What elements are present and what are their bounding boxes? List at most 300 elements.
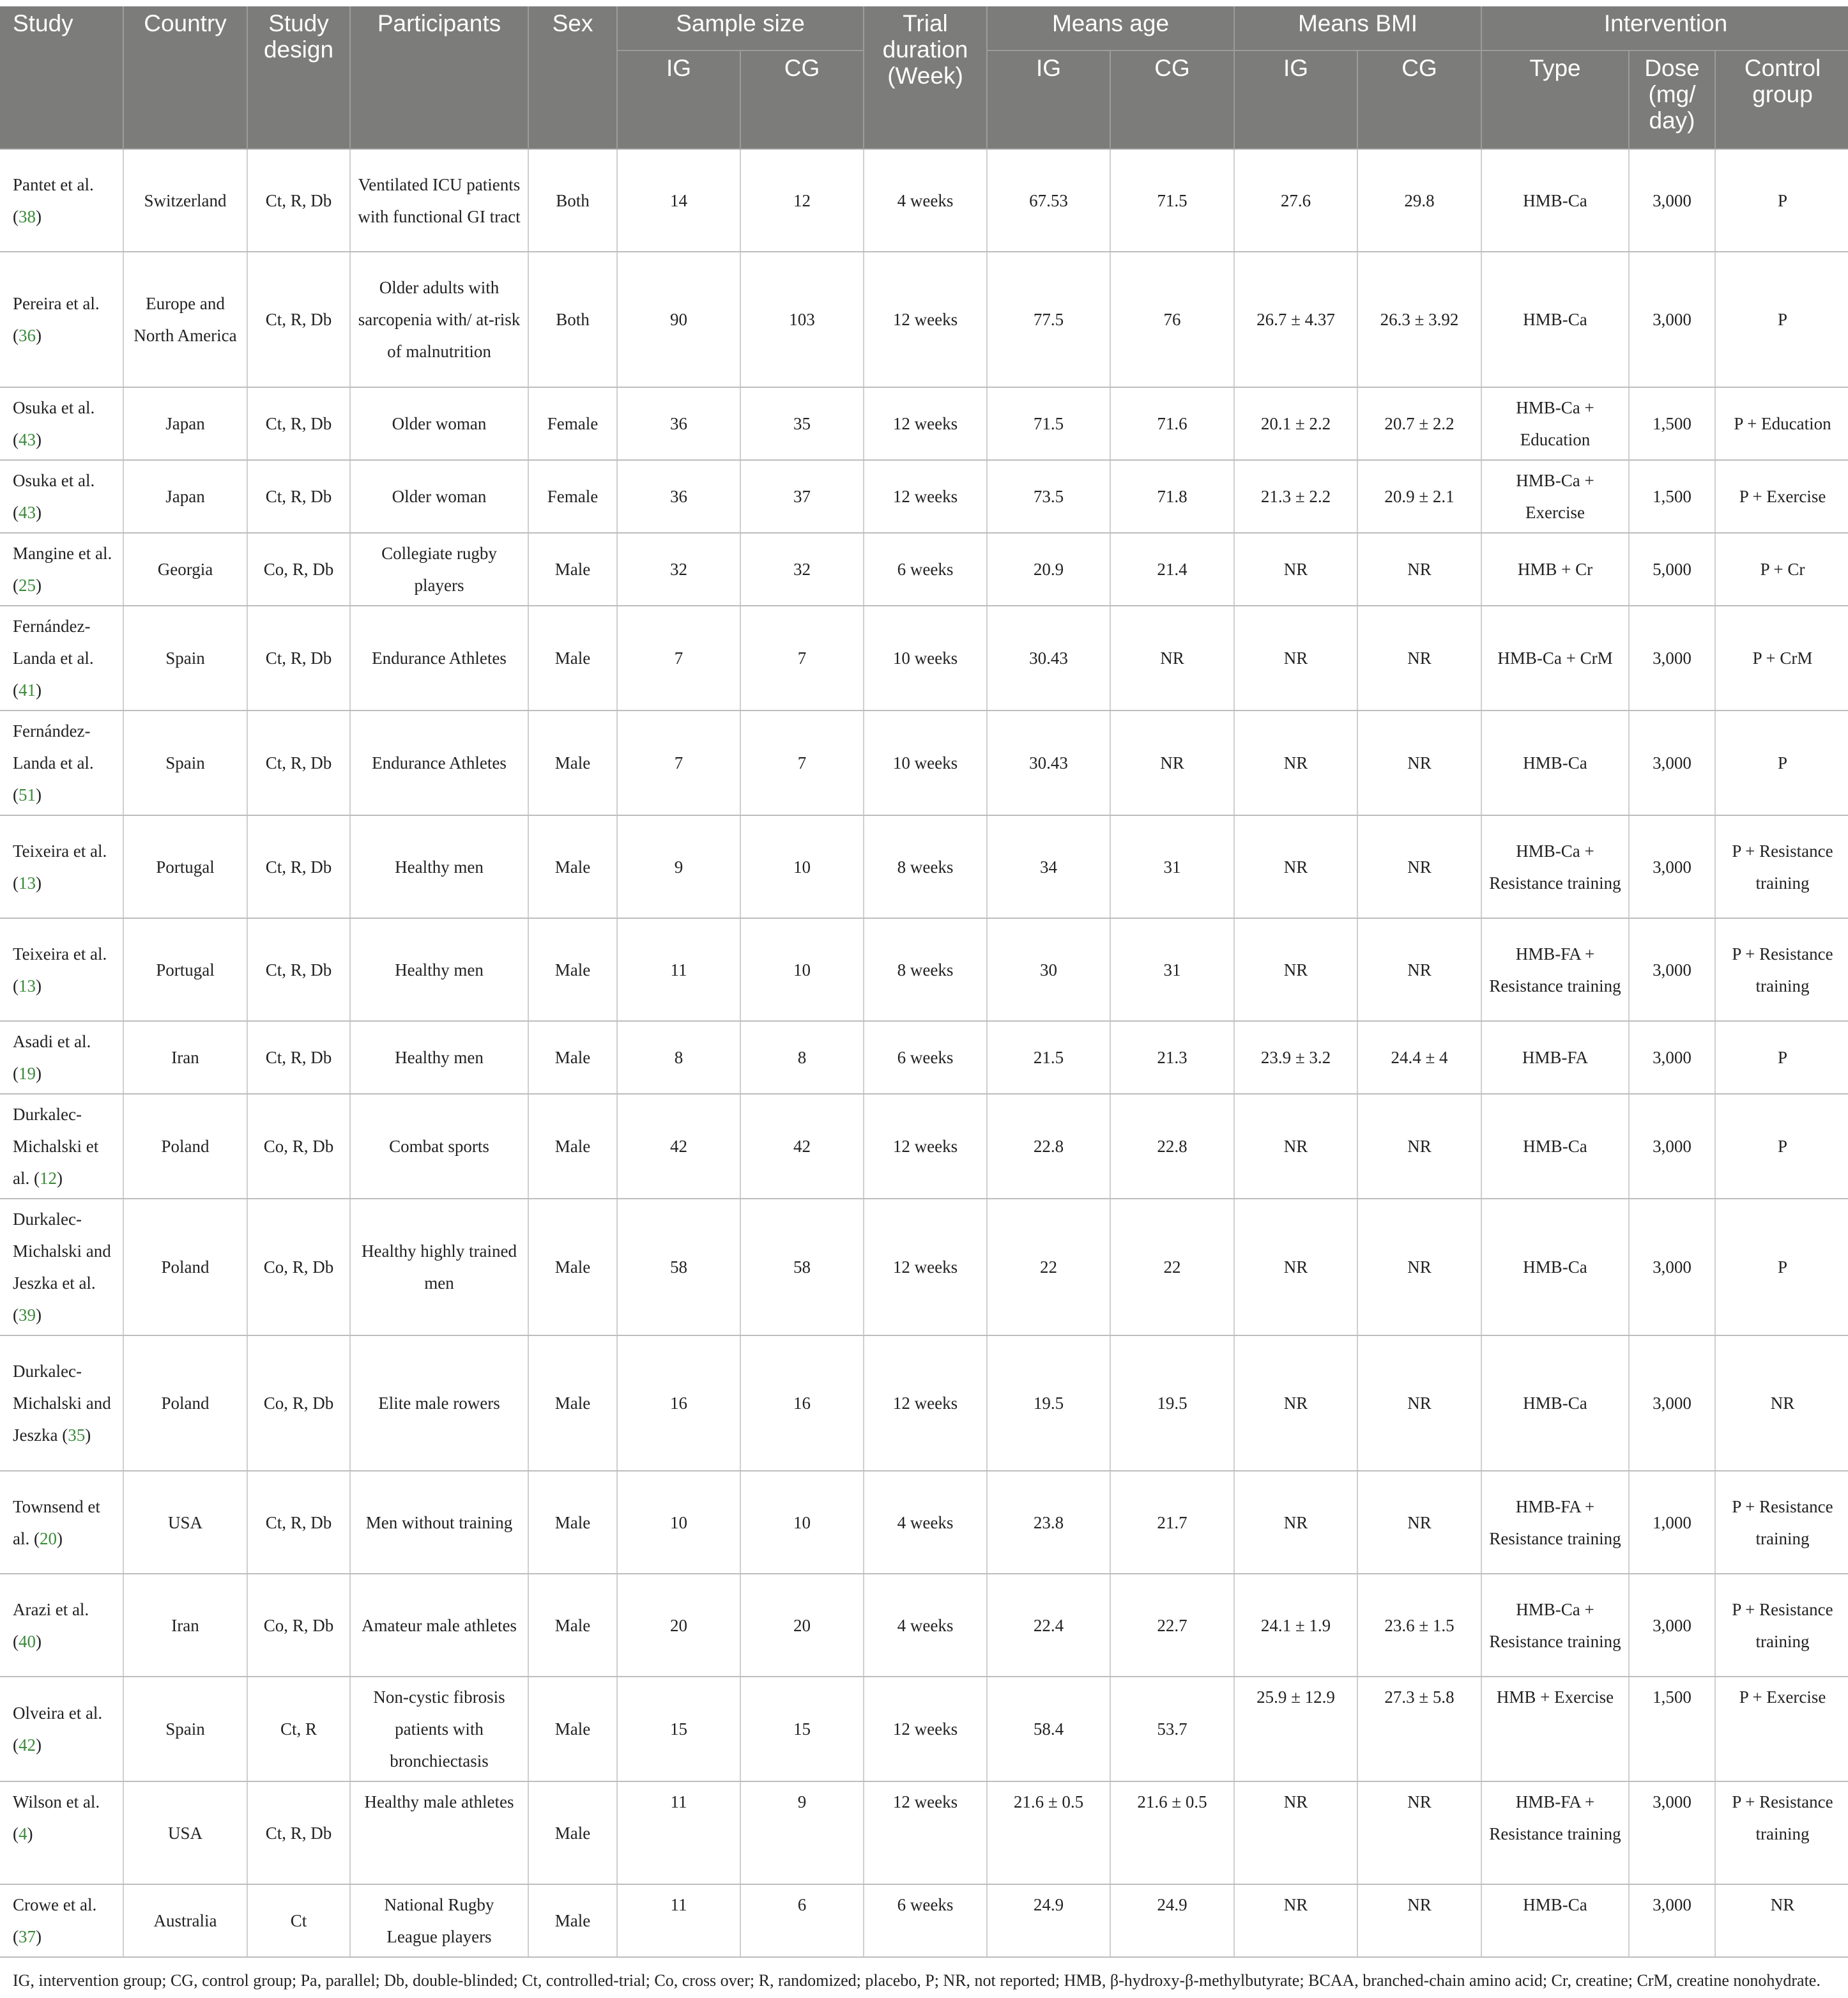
cell-participants: Elite male rowers xyxy=(350,1335,528,1471)
cell-age-ig: 71.5 xyxy=(987,387,1110,460)
cell-type: HMB-Ca + Exercise xyxy=(1481,460,1629,533)
cell-duration: 12 weeks xyxy=(864,387,987,460)
cell-dose: 3,000 xyxy=(1629,1781,1715,1884)
table-row xyxy=(0,1781,1848,1884)
cell-bmi-ig: NR xyxy=(1234,711,1357,815)
cell-n-cg: 42 xyxy=(740,1094,864,1199)
cell-bmi-ig: 21.3 ± 2.2 xyxy=(1234,460,1357,533)
cell-study: Durkalec-Michalski and Jeszka et al. (39) xyxy=(0,1199,123,1335)
cell-age-cg: 31 xyxy=(1110,815,1234,918)
cell-duration: 12 weeks xyxy=(864,1677,987,1781)
cell-n-ig: 10 xyxy=(617,1471,740,1574)
cell-sex: Male xyxy=(528,711,617,815)
cell-n-cg: 20 xyxy=(740,1574,864,1677)
cell-n-ig: 20 xyxy=(617,1574,740,1677)
cell-country: Spain xyxy=(123,1677,247,1781)
cell-sex: Both xyxy=(528,149,617,252)
cell-age-ig: 21.6 ± 0.5 xyxy=(987,1781,1110,1884)
cell-dose: 3,000 xyxy=(1629,1094,1715,1199)
cell-n-ig: 7 xyxy=(617,711,740,815)
cell-bmi-ig: NR xyxy=(1234,815,1357,918)
study-author: Wilson et al. xyxy=(13,1792,100,1811)
cell-n-cg: 32 xyxy=(740,533,864,606)
table-body xyxy=(0,149,1848,1957)
cell-n-cg: 9 xyxy=(740,1781,864,1884)
cell-study: Olveira et al. (42) xyxy=(0,1677,123,1781)
cell-study: Pereira et al. (36) xyxy=(0,252,123,387)
cell-age-cg: 21.3 xyxy=(1110,1021,1234,1094)
reference-link[interactable]: 13 xyxy=(19,873,36,893)
table-row xyxy=(0,252,1848,387)
cell-control: P xyxy=(1715,252,1848,387)
cell-n-ig: 42 xyxy=(617,1094,740,1199)
cell-n-ig: 14 xyxy=(617,149,740,252)
cell-n-cg: 12 xyxy=(740,149,864,252)
cell-sex: Male xyxy=(528,918,617,1021)
header-study: Study xyxy=(0,6,123,149)
cell-dose: 1,500 xyxy=(1629,387,1715,460)
table-row xyxy=(0,1335,1848,1471)
header-means-age: Means age xyxy=(987,6,1234,50)
cell-age-cg: 22.7 xyxy=(1110,1574,1234,1677)
study-author: Fernández-Landa et al. xyxy=(13,721,94,772)
cell-age-cg: 53.7 xyxy=(1110,1677,1234,1781)
reference-link[interactable]: 20 xyxy=(40,1528,57,1548)
cell-duration: 10 weeks xyxy=(864,606,987,711)
cell-type: HMB-Ca xyxy=(1481,1884,1629,1957)
cell-design: Co, R, Db xyxy=(247,1574,350,1677)
cell-country: Portugal xyxy=(123,918,247,1021)
reference-link[interactable]: 25 xyxy=(19,576,36,595)
cell-duration: 4 weeks xyxy=(864,1471,987,1574)
cell-participants: Endurance Athletes xyxy=(350,606,528,711)
cell-age-ig: 23.8 xyxy=(987,1471,1110,1574)
cell-design: Ct, R, Db xyxy=(247,815,350,918)
cell-participants: National Rugby League players xyxy=(350,1884,528,1957)
cell-duration: 6 weeks xyxy=(864,1021,987,1094)
cell-bmi-cg: NR xyxy=(1357,533,1481,606)
cell-n-ig: 36 xyxy=(617,460,740,533)
reference-link[interactable]: 40 xyxy=(19,1631,36,1651)
cell-sex: Male xyxy=(528,606,617,711)
cell-participants: Amateur male athletes xyxy=(350,1574,528,1677)
cell-duration: 8 weeks xyxy=(864,918,987,1021)
cell-country: USA xyxy=(123,1781,247,1884)
cell-bmi-cg: NR xyxy=(1357,1781,1481,1884)
cell-age-ig: 30.43 xyxy=(987,606,1110,711)
cell-n-cg: 37 xyxy=(740,460,864,533)
table-row xyxy=(0,1021,1848,1094)
cell-study: Fernández-Landa et al. (51) xyxy=(0,711,123,815)
header-sex: Sex xyxy=(528,6,617,149)
cell-type: HMB-Ca + Resistance training xyxy=(1481,815,1629,918)
reference-link[interactable]: 19 xyxy=(19,1064,36,1083)
reference-link[interactable]: 39 xyxy=(19,1305,36,1325)
cell-participants: Healthy men xyxy=(350,815,528,918)
cell-age-cg: 22 xyxy=(1110,1199,1234,1335)
cell-age-cg: 21.4 xyxy=(1110,533,1234,606)
reference-link[interactable]: 12 xyxy=(40,1169,57,1188)
cell-duration: 4 weeks xyxy=(864,1574,987,1677)
header-intervention-type: Type xyxy=(1481,50,1629,149)
cell-participants: Ventilated ICU patients with functional GI tract xyxy=(350,149,528,252)
cell-dose: 3,000 xyxy=(1629,606,1715,711)
cell-n-cg: 15 xyxy=(740,1677,864,1781)
cell-design: Ct, R, Db xyxy=(247,1021,350,1094)
cell-sex: Male xyxy=(528,1471,617,1574)
cell-control: P + Resistance training xyxy=(1715,918,1848,1021)
cell-duration: 12 weeks xyxy=(864,1094,987,1199)
cell-age-ig: 24.9 xyxy=(987,1884,1110,1957)
reference-link[interactable]: 38 xyxy=(19,206,36,226)
cell-type: HMB-Ca xyxy=(1481,711,1629,815)
cell-n-cg: 35 xyxy=(740,387,864,460)
cell-duration: 6 weeks xyxy=(864,1884,987,1957)
cell-bmi-ig: NR xyxy=(1234,1781,1357,1884)
cell-n-cg: 6 xyxy=(740,1884,864,1957)
cell-type: HMB + Exercise xyxy=(1481,1677,1629,1781)
cell-bmi-ig: NR xyxy=(1234,606,1357,711)
cell-duration: 12 weeks xyxy=(864,252,987,387)
cell-type: HMB-Ca + Education xyxy=(1481,387,1629,460)
cell-participants: Healthy male athletes xyxy=(350,1781,528,1884)
cell-bmi-cg: 27.3 ± 5.8 xyxy=(1357,1677,1481,1781)
study-author: Durkalec-Michalski and Jeszka xyxy=(13,1362,111,1445)
cell-country: Poland xyxy=(123,1199,247,1335)
cell-study: Wilson et al. (4) xyxy=(0,1781,123,1884)
header-sample-cg: CG xyxy=(740,50,864,149)
cell-n-ig: 9 xyxy=(617,815,740,918)
cell-design: Co, R, Db xyxy=(247,1199,350,1335)
cell-type: HMB-Ca + Resistance training xyxy=(1481,1574,1629,1677)
cell-design: Ct, R, Db xyxy=(247,1781,350,1884)
cell-age-ig: 34 xyxy=(987,815,1110,918)
header-sample-ig: IG xyxy=(617,50,740,149)
cell-duration: 12 weeks xyxy=(864,460,987,533)
cell-study: Mangine et al. (25) xyxy=(0,533,123,606)
study-author: Pantet et al. xyxy=(13,174,94,194)
cell-sex: Female xyxy=(528,460,617,533)
cell-age-cg: NR xyxy=(1110,711,1234,815)
cell-bmi-ig: NR xyxy=(1234,1199,1357,1335)
reference-link[interactable]: 13 xyxy=(19,976,36,995)
cell-control: P + Education xyxy=(1715,387,1848,460)
reference-link[interactable]: 41 xyxy=(19,680,36,700)
table-row xyxy=(0,711,1848,815)
cell-study: Arazi et al. (40) xyxy=(0,1574,123,1677)
cell-age-cg: 22.8 xyxy=(1110,1094,1234,1199)
cell-bmi-cg: NR xyxy=(1357,711,1481,815)
study-author: Asadi et al. xyxy=(13,1032,91,1051)
cell-bmi-cg: NR xyxy=(1357,815,1481,918)
cell-age-ig: 22 xyxy=(987,1199,1110,1335)
cell-type: HMB-Ca xyxy=(1481,1199,1629,1335)
study-author: Mangine et al. xyxy=(13,544,112,563)
cell-age-ig: 22.4 xyxy=(987,1574,1110,1677)
reference-link[interactable]: 43 xyxy=(19,503,36,522)
study-characteristics-table xyxy=(0,6,1848,1958)
cell-n-cg: 103 xyxy=(740,252,864,387)
cell-age-ig: 30 xyxy=(987,918,1110,1021)
table-row xyxy=(0,815,1848,918)
cell-control: P xyxy=(1715,149,1848,252)
cell-bmi-cg: 23.6 ± 1.5 xyxy=(1357,1574,1481,1677)
reference-link[interactable]: 36 xyxy=(19,326,36,345)
cell-study: Teixeira et al. (13) xyxy=(0,918,123,1021)
cell-participants: Older woman xyxy=(350,460,528,533)
cell-country: Poland xyxy=(123,1094,247,1199)
cell-participants: Combat sports xyxy=(350,1094,528,1199)
cell-control: NR xyxy=(1715,1335,1848,1471)
header-dose: Dose (mg/ day) xyxy=(1629,50,1715,149)
cell-bmi-cg: 20.7 ± 2.2 xyxy=(1357,387,1481,460)
header-bmi-cg: CG xyxy=(1357,50,1481,149)
cell-study: Crowe et al. (37) xyxy=(0,1884,123,1957)
cell-country: Europe and North America xyxy=(123,252,247,387)
cell-control: P + Cr xyxy=(1715,533,1848,606)
cell-study: Osuka et al. (43) xyxy=(0,387,123,460)
header-age-ig: IG xyxy=(987,50,1110,149)
cell-bmi-cg: 24.4 ± 4 xyxy=(1357,1021,1481,1094)
cell-sex: Male xyxy=(528,1094,617,1199)
cell-dose: 3,000 xyxy=(1629,711,1715,815)
cell-type: HMB-Ca xyxy=(1481,252,1629,387)
cell-n-cg: 58 xyxy=(740,1199,864,1335)
cell-n-cg: 10 xyxy=(740,815,864,918)
cell-bmi-cg: 20.9 ± 2.1 xyxy=(1357,460,1481,533)
table-row xyxy=(0,606,1848,711)
cell-design: Ct, R, Db xyxy=(247,711,350,815)
cell-bmi-ig: 25.9 ± 12.9 xyxy=(1234,1677,1357,1781)
cell-design: Co, R, Db xyxy=(247,1335,350,1471)
cell-participants: Older adults with sarcopenia with/ at-risk of malnutrition xyxy=(350,252,528,387)
cell-control: P + CrM xyxy=(1715,606,1848,711)
cell-country: Japan xyxy=(123,387,247,460)
reference-link[interactable]: 42 xyxy=(19,1735,36,1755)
cell-bmi-cg: 26.3 ± 3.92 xyxy=(1357,252,1481,387)
table-row xyxy=(0,1574,1848,1677)
cell-dose: 3,000 xyxy=(1629,252,1715,387)
cell-duration: 12 weeks xyxy=(864,1199,987,1335)
cell-bmi-ig: 27.6 xyxy=(1234,149,1357,252)
cell-n-ig: 90 xyxy=(617,252,740,387)
cell-design: Ct, R, Db xyxy=(247,387,350,460)
cell-control: P xyxy=(1715,1199,1848,1335)
cell-n-ig: 32 xyxy=(617,533,740,606)
table-row xyxy=(0,1094,1848,1199)
cell-n-ig: 11 xyxy=(617,1884,740,1957)
cell-n-ig: 16 xyxy=(617,1335,740,1471)
cell-design: Ct, R, Db xyxy=(247,252,350,387)
cell-bmi-ig: NR xyxy=(1234,918,1357,1021)
cell-age-ig: 22.8 xyxy=(987,1094,1110,1199)
cell-bmi-cg: NR xyxy=(1357,1199,1481,1335)
cell-age-ig: 67.53 xyxy=(987,149,1110,252)
study-author: Olveira et al. xyxy=(13,1703,103,1723)
cell-age-cg: 71.8 xyxy=(1110,460,1234,533)
header-means-bmi: Means BMI xyxy=(1234,6,1481,50)
table-row xyxy=(0,1471,1848,1574)
cell-n-cg: 7 xyxy=(740,606,864,711)
header-study-design: Study design xyxy=(247,6,350,149)
cell-bmi-cg: NR xyxy=(1357,1094,1481,1199)
cell-n-cg: 10 xyxy=(740,918,864,1021)
cell-study: Osuka et al. (43) xyxy=(0,460,123,533)
cell-participants: Men without training xyxy=(350,1471,528,1574)
cell-country: Iran xyxy=(123,1021,247,1094)
cell-type: HMB-FA + Resistance training xyxy=(1481,918,1629,1021)
cell-type: HMB-Ca + CrM xyxy=(1481,606,1629,711)
cell-control: P + Resistance training xyxy=(1715,1471,1848,1574)
study-author: Fernández-Landa et al. xyxy=(13,617,94,668)
cell-control: P + Resistance training xyxy=(1715,1781,1848,1884)
cell-n-ig: 36 xyxy=(617,387,740,460)
cell-dose: 3,000 xyxy=(1629,149,1715,252)
table-row xyxy=(0,1199,1848,1335)
cell-n-cg: 16 xyxy=(740,1335,864,1471)
cell-n-ig: 11 xyxy=(617,918,740,1021)
cell-bmi-ig: NR xyxy=(1234,1471,1357,1574)
cell-country: Japan xyxy=(123,460,247,533)
cell-n-ig: 11 xyxy=(617,1781,740,1884)
header-sample-size: Sample size xyxy=(617,6,864,50)
reference-link[interactable]: 4 xyxy=(19,1824,27,1843)
cell-dose: 1,500 xyxy=(1629,460,1715,533)
cell-age-cg: 21.6 ± 0.5 xyxy=(1110,1781,1234,1884)
cell-country: Portugal xyxy=(123,815,247,918)
table-row xyxy=(0,1677,1848,1781)
cell-study: Townsend et al. (20) xyxy=(0,1471,123,1574)
cell-bmi-ig: 26.7 ± 4.37 xyxy=(1234,252,1357,387)
study-author: Crowe et al. xyxy=(13,1895,97,1914)
cell-duration: 10 weeks xyxy=(864,711,987,815)
cell-age-ig: 20.9 xyxy=(987,533,1110,606)
cell-sex: Male xyxy=(528,1574,617,1677)
cell-control: P + Exercise xyxy=(1715,460,1848,533)
cell-sex: Male xyxy=(528,1335,617,1471)
cell-duration: 4 weeks xyxy=(864,149,987,252)
cell-study: Durkalec-Michalski and Jeszka (35) xyxy=(0,1335,123,1471)
cell-design: Ct, R xyxy=(247,1677,350,1781)
cell-dose: 5,000 xyxy=(1629,533,1715,606)
cell-study: Asadi et al. (19) xyxy=(0,1021,123,1094)
cell-bmi-cg: NR xyxy=(1357,606,1481,711)
reference-link[interactable]: 35 xyxy=(68,1425,86,1445)
cell-design: Ct, R, Db xyxy=(247,606,350,711)
cell-n-ig: 15 xyxy=(617,1677,740,1781)
reference-link[interactable]: 37 xyxy=(19,1927,36,1946)
cell-type: HMB + Cr xyxy=(1481,533,1629,606)
cell-type: HMB-FA + Resistance training xyxy=(1481,1471,1629,1574)
cell-study: Teixeira et al. (13) xyxy=(0,815,123,918)
cell-participants: Non-cystic fibrosis patients with bronchiectasis xyxy=(350,1677,528,1781)
cell-country: Iran xyxy=(123,1574,247,1677)
cell-bmi-ig: 24.1 ± 1.9 xyxy=(1234,1574,1357,1677)
study-author: Townsend et al. xyxy=(13,1496,100,1548)
cell-sex: Male xyxy=(528,533,617,606)
cell-country: Spain xyxy=(123,711,247,815)
cell-country: Switzerland xyxy=(123,149,247,252)
cell-study: Durkalec-Michalski et al. (12) xyxy=(0,1094,123,1199)
cell-country: Poland xyxy=(123,1335,247,1471)
cell-dose: 3,000 xyxy=(1629,815,1715,918)
cell-country: Georgia xyxy=(123,533,247,606)
cell-dose: 3,000 xyxy=(1629,1021,1715,1094)
cell-control: P + Resistance training xyxy=(1715,1574,1848,1677)
cell-dose: 3,000 xyxy=(1629,1199,1715,1335)
cell-bmi-ig: 20.1 ± 2.2 xyxy=(1234,387,1357,460)
reference-link[interactable]: 43 xyxy=(19,430,36,449)
cell-control: P xyxy=(1715,711,1848,815)
table-row xyxy=(0,460,1848,533)
header-age-cg: CG xyxy=(1110,50,1234,149)
cell-sex: Both xyxy=(528,252,617,387)
cell-design: Ct, R, Db xyxy=(247,149,350,252)
cell-participants: Endurance Athletes xyxy=(350,711,528,815)
cell-sex: Male xyxy=(528,1884,617,1957)
cell-duration: 6 weeks xyxy=(864,533,987,606)
cell-bmi-cg: 29.8 xyxy=(1357,149,1481,252)
cell-n-ig: 8 xyxy=(617,1021,740,1094)
cell-sex: Female xyxy=(528,387,617,460)
cell-country: USA xyxy=(123,1471,247,1574)
cell-age-cg: 71.6 xyxy=(1110,387,1234,460)
cell-participants: Healthy highly trained men xyxy=(350,1199,528,1335)
reference-link[interactable]: 51 xyxy=(19,785,36,804)
cell-age-cg: 71.5 xyxy=(1110,149,1234,252)
cell-bmi-ig: NR xyxy=(1234,1884,1357,1957)
cell-duration: 12 weeks xyxy=(864,1781,987,1884)
cell-study: Pantet et al. (38) xyxy=(0,149,123,252)
cell-bmi-cg: NR xyxy=(1357,1884,1481,1957)
cell-sex: Male xyxy=(528,815,617,918)
cell-control: P + Resistance training xyxy=(1715,815,1848,918)
cell-bmi-ig: NR xyxy=(1234,1094,1357,1199)
cell-country: Spain xyxy=(123,606,247,711)
header-control-group: Control group xyxy=(1715,50,1848,149)
study-author: Osuka et al. xyxy=(13,398,95,417)
cell-type: HMB-FA + Resistance training xyxy=(1481,1781,1629,1884)
cell-n-cg: 10 xyxy=(740,1471,864,1574)
cell-participants: Healthy men xyxy=(350,918,528,1021)
cell-age-cg: 76 xyxy=(1110,252,1234,387)
cell-dose: 3,000 xyxy=(1629,1884,1715,1957)
cell-dose: 3,000 xyxy=(1629,1335,1715,1471)
cell-participants: Older woman xyxy=(350,387,528,460)
cell-bmi-cg: NR xyxy=(1357,1335,1481,1471)
study-author: Durkalec-Michalski and Jeszka et al. xyxy=(13,1210,111,1293)
cell-dose: 3,000 xyxy=(1629,1574,1715,1677)
cell-age-ig: 73.5 xyxy=(987,460,1110,533)
header-country: Country xyxy=(123,6,247,149)
cell-design: Ct, R, Db xyxy=(247,918,350,1021)
table-row xyxy=(0,149,1848,252)
header-bmi-ig: IG xyxy=(1234,50,1357,149)
cell-sex: Male xyxy=(528,1781,617,1884)
header-intervention: Intervention xyxy=(1481,6,1848,50)
cell-bmi-ig: 23.9 ± 3.2 xyxy=(1234,1021,1357,1094)
cell-age-cg: NR xyxy=(1110,606,1234,711)
cell-sex: Male xyxy=(528,1199,617,1335)
header-participants: Participants xyxy=(350,6,528,149)
cell-dose: 1,000 xyxy=(1629,1471,1715,1574)
header-trial-duration: Trial duration (Week) xyxy=(864,6,987,149)
cell-age-cg: 21.7 xyxy=(1110,1471,1234,1574)
cell-age-ig: 21.5 xyxy=(987,1021,1110,1094)
cell-dose: 1,500 xyxy=(1629,1677,1715,1781)
study-author: Durkalec-Michalski et al. xyxy=(13,1105,99,1188)
cell-control: NR xyxy=(1715,1884,1848,1957)
